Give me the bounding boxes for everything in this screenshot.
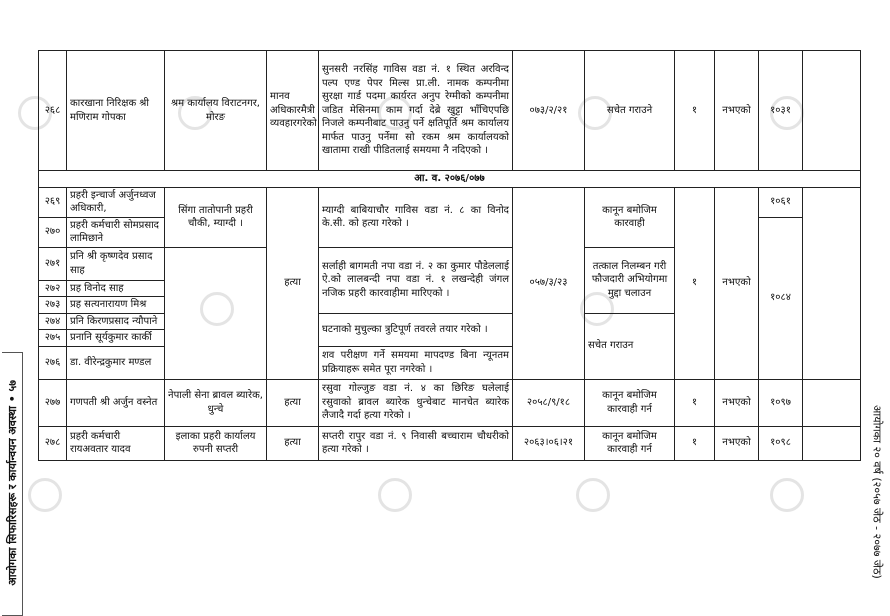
victim-count: १ <box>675 379 715 426</box>
recommendation: सचेत गराउने <box>585 51 675 171</box>
decision-date: २०५८/९/१८ <box>513 379 585 426</box>
respondent-name: प्रह विनोद साह <box>67 280 165 297</box>
implementation-status: नभएको <box>715 426 759 460</box>
decision-date: ०५७/३/२३ <box>513 187 585 379</box>
table-row <box>39 51 861 171</box>
office-name <box>165 247 267 379</box>
office-name: इलाका प्रहरी कार्यालय रुपनी सप्तरी <box>165 426 267 460</box>
watermark-logo-icon <box>770 478 804 512</box>
implementation-status: नभएको <box>715 187 759 379</box>
recommendation: तत्काल निलम्बन गरी फौजदारी अभियोगमा मुद्दा चलाउन <box>585 247 675 313</box>
case-description: सप्तरी रापुर वडा नं. ९ निवासी बच्चाराम चौधरीको हत्या गरेको । <box>319 426 513 460</box>
respondent-name: गणपती श्री अर्जुन वस्नेत <box>67 379 165 426</box>
office-name: नेपाली सेना ब्रावल ब्यारेक, धुन्चे <box>165 379 267 426</box>
serial-number: २७६ <box>39 346 67 379</box>
case-description: शव परीक्षण गर्ने समयमा मापदण्ड बिना न्यूनतम प्रक्रियाहरू समेत पूरा नगरेको । <box>319 346 513 379</box>
violation-type: हत्या <box>267 379 319 426</box>
implementation-status: नभएको <box>715 379 759 426</box>
violation-type: मानव अधिकारमैत्री व्यवहारगरेको <box>267 51 319 171</box>
respondent-name: प्रहरी कर्मचारी सोमप्रसाद लामिछाने <box>67 217 165 247</box>
case-description: म्याग्दी बाबियाचौर गाविस वडा नं. ८ का विनोद के.सी. को हत्या गरेको । <box>319 187 513 247</box>
serial-number: २६८ <box>39 51 67 171</box>
side-header-left-text: आयोगका सिफारिसहरू र कार्यान्वयन अवस्था • ५७ <box>5 380 19 586</box>
fiscal-year-label: आ. व. २०७६/०७७ <box>39 171 861 188</box>
case-description: घटनाको मुचुल्का त्रुटिपूर्ण तवरले तयार गरेको । <box>319 313 513 346</box>
respondent-name: प्रह सत्यनारायण मिश्र <box>67 297 165 314</box>
office-name: सिंगा तातोपानी प्रहरी चौकी, म्याग्दी । <box>165 187 267 247</box>
serial-number: २७० <box>39 217 67 247</box>
watermark-logo-icon <box>576 478 610 512</box>
empty-cell <box>803 51 861 171</box>
fiscal-year-header <box>39 171 861 188</box>
serial-number: २६९ <box>39 187 67 217</box>
violation-type: हत्या <box>267 187 319 379</box>
empty-cell <box>803 187 861 379</box>
watermark-logo-icon <box>378 478 412 512</box>
recommendation: सचेत गराउन <box>585 313 675 379</box>
respondent-name: प्रनि श्री कृष्णदेव प्रसाद साह <box>67 247 165 280</box>
table-row <box>39 379 861 426</box>
case-description: सुनसरी नरसिंह गाविस वडा नं. १ स्थित अरविन्द पल्प एण्ड पेपर मिल्स प्रा.ली. नामक कम्पनीमा सुरक्षा गार्ड पदमा कार्यरत अनुप रेग्मीको कम्पनीमा जडित मेसिनमा काम गर्दा देब्रे खुट्टा भाँचिएपछि निजले कम्पनीबाट पाउनु पर्ने क्षतिपूर्ति श्रम कार्यालय मार्फत पाउनु पर्नेमा सो रकम श्रम कार्यालयको खातामा राखी पीडितलाई समयमा नै नदिएको । <box>319 51 513 171</box>
case-description: सर्लाही बागमती नपा वडा नं. २ का कुमार पौडेललाई ऐ.को लालबन्दी नपा वडा नं. १ लखन्देही जंगल नजिक प्रहरी कारवाहीमा मारिएको । <box>319 247 513 313</box>
file-number: १०३१ <box>759 51 803 171</box>
implementation-status: नभएको <box>715 51 759 171</box>
violation-type: हत्या <box>267 426 319 460</box>
recommendation: कानून बमोजिम कारवाही <box>585 187 675 247</box>
file-number: १०९८ <box>759 426 803 460</box>
recommendation: कानून बमोजिम कारवाही गर्न <box>585 426 675 460</box>
case-description: रसुवा गोल्जुङ वडा नं. ४ का छिरिङ घलेलाई रसुवाको ब्रावल ब्यारेक धुन्चेबाट मानचेत ब्यारेक लैजादै गर्दा हत्या गरेको । <box>319 379 513 426</box>
serial-number: २७१ <box>39 247 67 280</box>
serial-number: २७२ <box>39 280 67 297</box>
respondent-name: प्रहरी कर्मचारी रायअवतार यादव <box>67 426 165 460</box>
table-row <box>39 426 861 460</box>
recommendation: कानून बमोजिम कारवाही गर्न <box>585 379 675 426</box>
side-header-right-text: आयोगका २० वर्ष (२०५७ जेठ - २०७७ जेठ) <box>870 405 884 579</box>
empty-cell <box>803 379 861 426</box>
serial-number: २७३ <box>39 297 67 314</box>
watermark-logo-icon <box>28 478 62 512</box>
serial-number: २७८ <box>39 426 67 460</box>
serial-number: २७४ <box>39 313 67 330</box>
respondent-name: कारखाना निरिक्षक श्री मणिराम गोपका <box>67 51 165 171</box>
file-number: १०९७ <box>759 379 803 426</box>
victim-count: १ <box>675 426 715 460</box>
side-header-right <box>866 372 888 612</box>
serial-number: २७५ <box>39 330 67 347</box>
victim-count: १ <box>675 51 715 171</box>
table-row <box>39 187 861 217</box>
decision-date: ०७३/२/२१ <box>513 51 585 171</box>
respondent-name: प्रनानि सूर्यकुमार कार्की <box>67 330 165 347</box>
serial-number: २७७ <box>39 379 67 426</box>
respondent-name: प्रनि किरणप्रसाद न्यौपाने <box>67 313 165 330</box>
side-header-left <box>1 352 23 614</box>
decision-date: २०६३।०६।२१ <box>513 426 585 460</box>
recommendations-table <box>38 50 861 461</box>
empty-cell <box>803 426 861 460</box>
victim-count: १ <box>675 187 715 379</box>
file-number: १०८४ <box>759 217 803 379</box>
office-name: श्रम कार्यालय विराटनगर, मोरङ <box>165 51 267 171</box>
file-number: १०६१ <box>759 187 803 217</box>
respondent-name: प्रहरी इन्चार्ज अर्जुनध्वज अधिकारी, <box>67 187 165 217</box>
respondent-name: डा. वीरेन्द्रकुमार मण्डल <box>67 346 165 379</box>
